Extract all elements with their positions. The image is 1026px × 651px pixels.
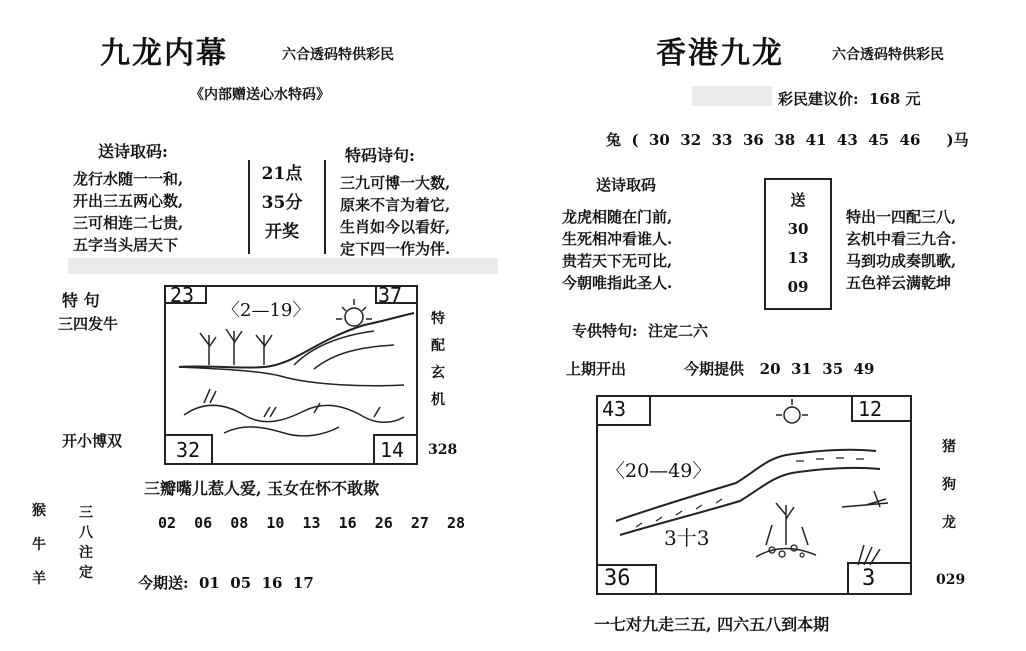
poem-line: 生死相冲看谁人. [562, 230, 673, 248]
box-bottom-right-number: 14 [380, 438, 405, 462]
box-top-right-number: 12 [858, 397, 883, 421]
right-title: 香港九龙 [656, 36, 784, 71]
right-tagline: 六合透码特供彩民 [832, 47, 944, 63]
left-side-vertical [428, 306, 448, 414]
box-top-left-number: 43 [602, 397, 627, 421]
kaixiao-text: 开小博双 [62, 432, 123, 450]
poem-line: 龙行水随一一和, [73, 170, 184, 188]
right-side-number: 029 [936, 572, 966, 588]
today-send: 今期送: 01 05 16 17 [138, 574, 314, 592]
sketch-range: 〈20—49〉 [606, 460, 712, 482]
right-bottom-line: 一七对九走三五, 四六五八到本期 [594, 615, 830, 634]
box-top-right-number: 37 [378, 283, 403, 307]
left-poem [73, 168, 183, 256]
poem-line: 龙虎相随在门前, [562, 208, 673, 226]
box-bottom-right-number: 3 [862, 566, 876, 591]
sanba-vertical [76, 503, 96, 583]
sketch-middle: 3十3 [664, 526, 710, 550]
verse-line: 五色祥云满乾坤 [846, 274, 952, 292]
send-number: 13 [787, 249, 809, 267]
right-sketch-drawing [596, 395, 912, 595]
poem-line: 生肖如今以看好, [340, 218, 451, 236]
price-label: 彩民建议价: 168 元 [778, 90, 921, 108]
sanba-char: 八 [79, 525, 93, 541]
vertical-char: 狗 [942, 477, 956, 493]
right-verse [846, 206, 956, 294]
left-tagline: 六合透码特供彩民 [282, 47, 394, 63]
right-poem [562, 206, 672, 294]
time-label: 开奖 [265, 222, 299, 242]
send-box-content [766, 186, 830, 302]
vertical-char: 龙 [942, 515, 956, 531]
vertical-char: 机 [431, 392, 445, 408]
left-side-number: 328 [428, 442, 458, 458]
poem-line: 今朝唯指此圣人. [562, 274, 673, 292]
poem-line: 五字当头居天下 [73, 236, 179, 254]
sanba-char: 定 [79, 565, 93, 581]
poem-line: 三九可博一大数, [340, 174, 451, 192]
send-number: 09 [787, 278, 809, 296]
right-poem-heading: 送诗取码 [596, 176, 657, 194]
special-line: 专供特句: 注定二六 [572, 322, 708, 340]
poem-line: 原来不言为着它, [340, 196, 451, 214]
time-hour: 21点 [261, 164, 303, 184]
poem-line: 贵若天下无可比, [562, 252, 673, 270]
verse-line: 马到功成奏凯歌, [846, 252, 957, 270]
sanba-char: 三 [79, 505, 93, 521]
zodiac-char: 羊 [32, 571, 46, 587]
left-sketch-drawing [164, 285, 418, 465]
box-bottom-left-number: 32 [176, 438, 201, 462]
teju-label: 特 句 [62, 291, 100, 310]
rabbit-line: 兔 ( 30 32 33 36 38 41 43 45 46 )马 [606, 131, 969, 149]
vertical-char: 玄 [431, 365, 445, 381]
teju-value: 三四发牛 [58, 315, 119, 333]
left-special-poem [340, 172, 450, 260]
sanba-char: 注 [79, 545, 93, 561]
box-top-left-number: 23 [170, 283, 195, 307]
poem-line: 定下四一作为伴. [340, 240, 451, 258]
provide-line: 今期提供 20 31 35 49 [684, 360, 875, 378]
poem-line: 开出三五两心数, [73, 192, 184, 210]
vertical-char: 特 [431, 311, 445, 327]
send-number: 30 [787, 220, 809, 238]
divider [324, 160, 326, 254]
time-minute: 35分 [261, 193, 303, 213]
left-number-row: 02 06 08 10 13 16 26 27 28 [158, 514, 466, 532]
sketch-range: 〈2—19〉 [222, 300, 311, 321]
last-label: 上期开出 [566, 360, 627, 378]
left-title: 九龙内幕 [100, 36, 228, 71]
scan-haze [68, 258, 498, 274]
box-bottom-left-number: 36 [604, 566, 631, 591]
vertical-char: 配 [431, 338, 445, 354]
draw-time [256, 160, 308, 247]
vertical-char: 猪 [942, 439, 956, 455]
zodiac-vertical [28, 494, 50, 596]
poem-line: 三可相连二七贵, [73, 214, 184, 232]
scan-haze [692, 86, 772, 106]
verse-line: 玄机中看三九合. [846, 230, 957, 248]
zodiac-char: 牛 [32, 537, 46, 553]
left-special-heading: 特码诗句: [345, 146, 415, 165]
right-side-vertical [938, 428, 960, 542]
zodiac-char: 猴 [32, 503, 46, 519]
left-poem-heading: 送诗取码: [98, 142, 168, 161]
verse-line: 特出一四配三八, [846, 208, 957, 226]
send-label: 送 [790, 191, 806, 209]
divider [248, 160, 250, 254]
left-couplet: 三瓣嘴儿惹人爱, 玉女在怀不敢欺 [144, 479, 380, 498]
left-subtitle: 《内部赠送心水特码》 [190, 87, 330, 103]
